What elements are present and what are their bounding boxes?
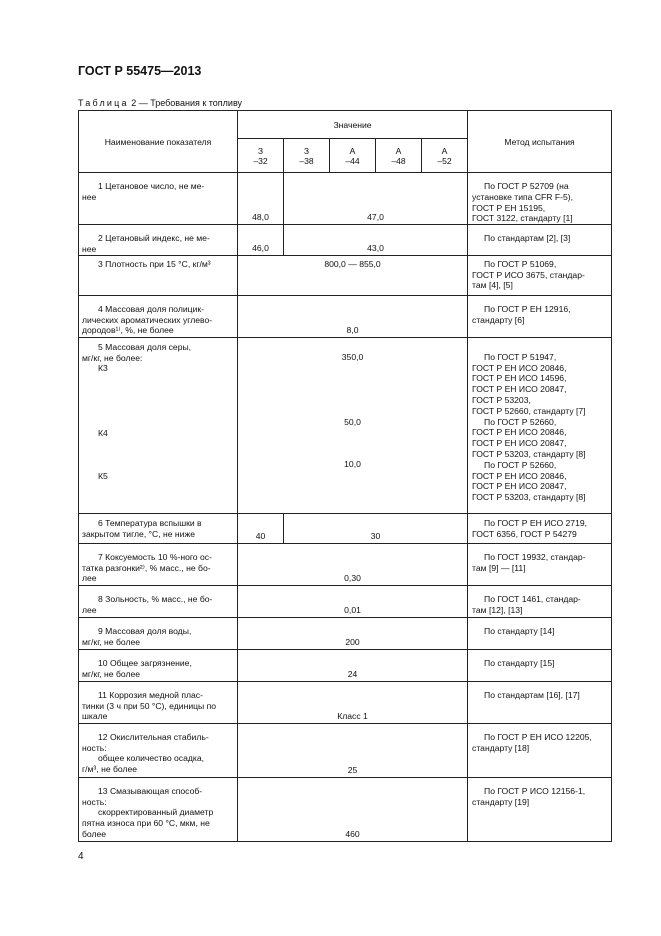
indicator-name: 11 Коррозия медной плас- тинки (3 ч при 50 °С), единицы по шкале	[79, 681, 238, 723]
test-method: По ГОСТ Р ЕН ИСО 12205, стандарту [18]	[468, 723, 612, 777]
indicator-name: 13 Смазывающая способ- ность: скорректированный диаметр пятна износа при 60 °С, мкм, не более	[79, 777, 238, 841]
test-method: По ГОСТ Р 51947, ГОСТ Р ЕН ИСО 20846, ГОСТ Р ЕН ИСО 14596, ГОСТ Р ЕН ИСО 20847, ГОСТ Р 53203, ГОСТ Р 52660, стандарту [7] По ГОСТ Р 52660, ГОСТ Р ЕН ИСО 20846, ГОСТ Р ЕН ИСО 20847, ГОСТ Р 53203, стандарту [8] По ГОСТ Р 52660, ГОСТ Р ЕН ИСО 20846, ГОСТ Р ЕН ИСО 20847, ГОСТ Р 53203, стандарту [8]	[468, 337, 612, 513]
sulfur-class-k4: К4	[98, 428, 108, 439]
value-cell: Класс 1	[238, 681, 468, 723]
test-method: По ГОСТ Р 52709 (на установке типа CFR F-5), ГОСТ Р ЕН 15195, ГОСТ 3122, стандарту [1]	[468, 173, 612, 225]
sulfur-class-k3: К3	[98, 363, 108, 374]
header-value: Значение	[238, 111, 468, 139]
indicator-name: 7 Коксуемость 10 %-ного ос- татка разгонки²⁾, % масс., не бо- лее	[79, 543, 238, 585]
table-row	[79, 173, 612, 225]
header-test-method: Метод испытания	[468, 111, 612, 173]
table-caption-word: Таблица	[78, 98, 129, 108]
grade-letter: З	[257, 145, 264, 156]
test-method: По ГОСТ Р 51069, ГОСТ Р ИСО 3675, стандар- там [4], [5]	[468, 255, 612, 295]
test-method: По ГОСТ Р ЕН ИСО 2719, ГОСТ 6356, ГОСТ Р 54279	[468, 513, 612, 543]
table-row	[79, 681, 612, 723]
header-indicator-name: Наименование показателя	[79, 111, 238, 173]
page-number: 4	[78, 851, 84, 862]
indicator-name: 8 Зольность, % масс., не бо- лее	[79, 585, 238, 617]
table-caption	[78, 98, 242, 108]
test-method: По стандарту [15]	[468, 649, 612, 681]
table-row	[79, 255, 612, 295]
value-k3: 350,0	[341, 351, 364, 362]
value-cell: 24	[238, 649, 468, 681]
indicator-name: 2 Цетановый индекс, не ме- нее	[79, 225, 238, 256]
indicator-name: 5 Массовая доля серы, мг/кг, не более: К3 К4 К5	[79, 337, 238, 513]
grade-header	[284, 139, 330, 173]
value-k5: 10,0	[344, 459, 361, 470]
test-method: По стандартам [2], [3]	[468, 225, 612, 256]
value-cell: 200	[238, 617, 468, 649]
value-cell: 8,0	[238, 295, 468, 337]
indicator-name: 4 Массовая доля полицик- лических ароматических углево- дородов¹⁾, %, не более	[79, 295, 238, 337]
test-method: По стандарту [14]	[468, 617, 612, 649]
value-cell: 47,0	[284, 173, 468, 225]
indicator-name: 1 Цетановое число, не ме- нее	[79, 173, 238, 225]
table-row	[79, 513, 612, 543]
table-row	[79, 723, 612, 777]
grade-letter: А	[395, 145, 402, 156]
indicator-name: 9 Массовая доля воды, мг/кг, не более	[79, 617, 238, 649]
grade-range: –48	[391, 155, 406, 166]
table-row	[79, 225, 612, 256]
grade-header	[238, 139, 284, 173]
table-caption-text: 2 — Требования к топливу	[131, 98, 243, 108]
indicator-name: 6 Температура вспышки в закрытом тигле, °С, не ниже	[79, 513, 238, 543]
value-cell: 43,0	[284, 225, 468, 256]
test-method: По ГОСТ 1461, стандар- там [12], [13]	[468, 585, 612, 617]
document-title: ГОСТ Р 55475—2013	[78, 64, 202, 78]
grade-letter: А	[349, 145, 356, 156]
value-cell: 0,01	[238, 585, 468, 617]
indicator-name: 12 Окислительная стабиль- ность: общее количество осадка, г/м³, не более	[79, 723, 238, 777]
grade-range: –32	[253, 155, 268, 166]
value-cell: 460	[238, 777, 468, 841]
indicator-name: 3 Плотность при 15 °С, кг/м³	[79, 255, 238, 295]
value-cell: 0,30	[238, 543, 468, 585]
value-cell: 40	[238, 513, 284, 543]
value-cell: 30	[284, 513, 468, 543]
table-row	[79, 337, 612, 513]
value-cell: 46,0	[238, 225, 284, 256]
test-method: По ГОСТ Р ИСО 12156-1, стандарту [19]	[468, 777, 612, 841]
table-row	[79, 295, 612, 337]
grade-letter: З	[303, 145, 310, 156]
grade-header	[330, 139, 376, 173]
value-cell: 48,0	[238, 173, 284, 225]
test-method: По ГОСТ 19932, стандар- там [9] — [11]	[468, 543, 612, 585]
sulfur-class-k5: К5	[98, 470, 108, 481]
table-row	[79, 649, 612, 681]
grade-letter: А	[441, 145, 448, 156]
grade-header	[422, 139, 468, 173]
grade-header	[376, 139, 422, 173]
value-cell	[238, 337, 468, 513]
indicator-name: 10 Общее загрязнение, мг/кг, не более	[79, 649, 238, 681]
grade-range: –52	[437, 155, 452, 166]
table-row	[79, 585, 612, 617]
grade-range: –38	[299, 155, 314, 166]
test-method: По ГОСТ Р ЕН 12916, стандарту [6]	[468, 295, 612, 337]
requirements-table	[78, 110, 612, 842]
table-row	[79, 543, 612, 585]
value-cell: 25	[238, 723, 468, 777]
test-method: По стандартам [16], [17]	[468, 681, 612, 723]
value-k4: 50,0	[344, 416, 361, 427]
value-cell: 800,0 — 855,0	[238, 255, 468, 295]
table-row	[79, 617, 612, 649]
grade-range: –44	[345, 155, 360, 166]
table-row	[79, 777, 612, 841]
